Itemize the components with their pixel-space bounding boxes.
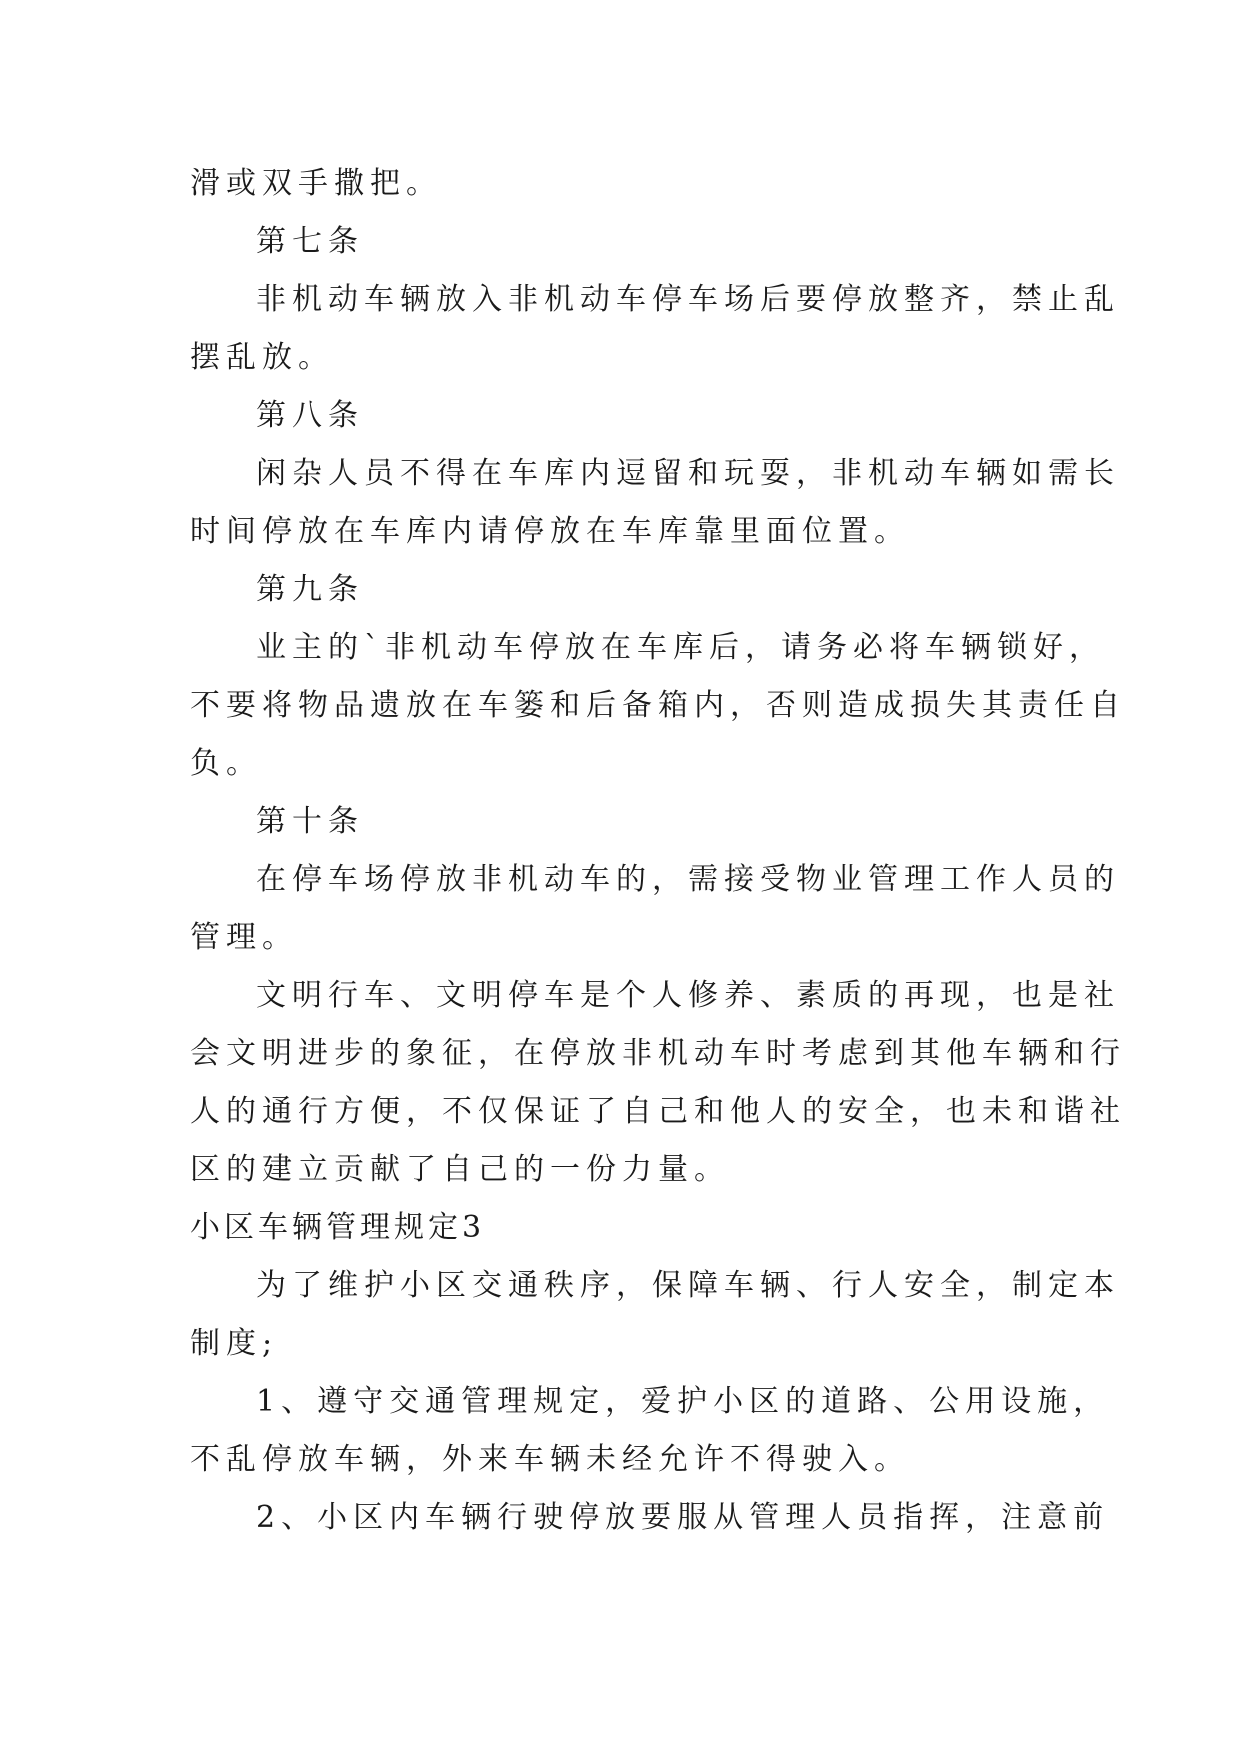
text-line: 闲杂人员不得在车库内逗留和玩耍，非机动车辆如需长 [256, 456, 1120, 491]
text-line: 摆乱放。 [190, 340, 334, 375]
text-line: 非机动车辆放入非机动车停车场后要停放整齐，禁止乱 [256, 282, 1120, 317]
text-line: 为了维护小区交通秩序，保障车辆、行人安全，制定本 [256, 1268, 1120, 1303]
text-line: 不乱停放车辆，外来车辆未经允许不得驶入。 [190, 1442, 910, 1477]
article-heading: 第七条 [256, 224, 364, 259]
text-line: 在停车场停放非机动车的，需接受物业管理工作人员的 [256, 862, 1120, 897]
list-item: 2、小区内车辆行驶停放要服从管理人员指挥，注意前 [256, 1500, 1110, 1535]
text-line: 滑或双手撒把。 [190, 166, 442, 201]
text-line: 不要将物品遗放在车篓和后备箱内，否则造成损失其责任自 [190, 688, 1126, 723]
text-line: 负。 [190, 746, 262, 781]
article-heading: 第十条 [256, 804, 364, 839]
text-line: 人的通行方便，不仅保证了自己和他人的安全，也未和谐社 [190, 1094, 1126, 1129]
article-heading: 第九条 [256, 572, 364, 607]
section-title: 小区车辆管理规定3 [190, 1210, 486, 1245]
list-item: 1、遵守交通管理规定，爱护小区的道路、公用设施， [256, 1384, 1110, 1419]
text-line: 业主的`非机动车停放在车库后，请务必将车辆锁好， [256, 630, 1105, 665]
text-line: 制度; [190, 1326, 279, 1361]
document-body [190, 155, 1126, 1547]
text-line: 区的建立贡献了自己的一份力量。 [190, 1152, 730, 1187]
text-line: 会文明进步的象征，在停放非机动车时考虑到其他车辆和行 [190, 1036, 1126, 1071]
text-line: 文明行车、文明停车是个人修养、素质的再现，也是社 [256, 978, 1120, 1013]
article-heading: 第八条 [256, 398, 364, 433]
text-line: 时间停放在车库内请停放在车库靠里面位置。 [190, 514, 910, 549]
text-line: 管理。 [190, 920, 298, 955]
